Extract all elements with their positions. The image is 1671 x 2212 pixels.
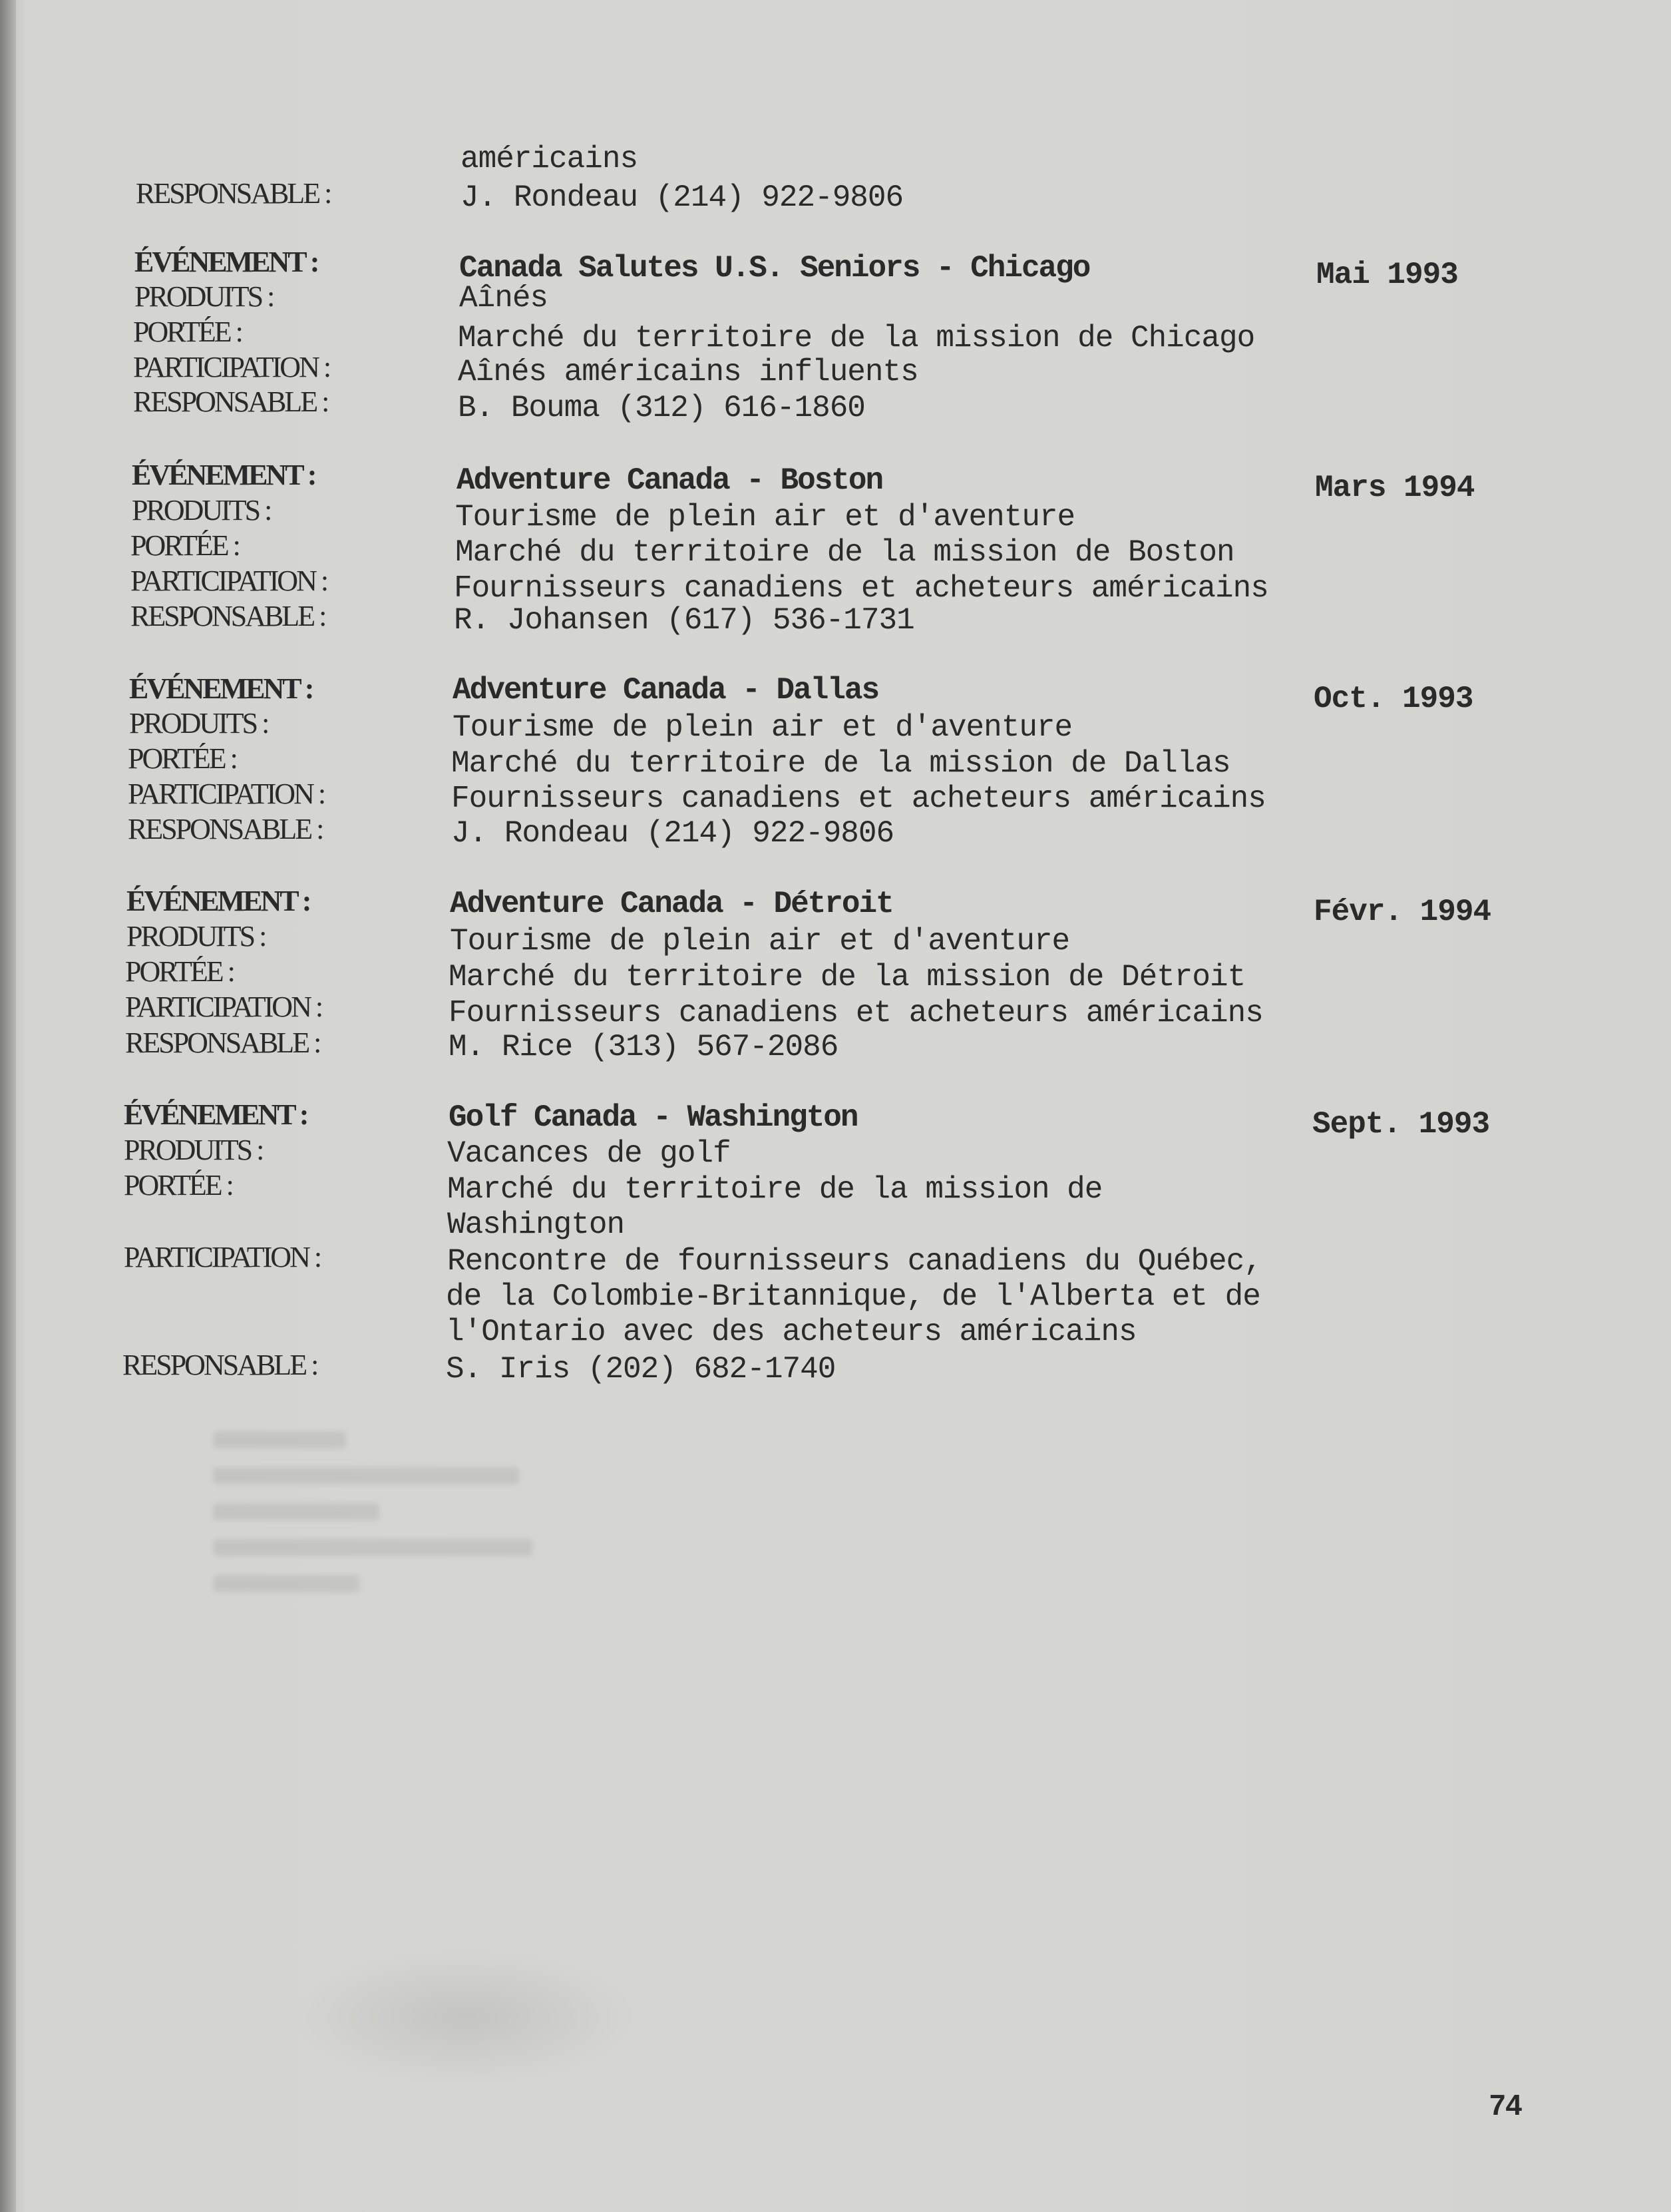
event-portee: Marché du territoire de la mission de Dallas <box>451 746 1230 781</box>
event-responsable: B. Bouma (312) 616-1860 <box>458 391 865 425</box>
event-portee: Marché du territoire de la mission de Détroit <box>449 960 1246 995</box>
label-participation: PARTICIPATION : <box>124 1241 321 1273</box>
event-title: Adventure Canada - Détroit <box>450 887 893 921</box>
page-number: 74 <box>1489 2089 1522 2121</box>
event-responsable: S. Iris (202) 682-1740 <box>446 1352 836 1387</box>
event-participation: Rencontre de fournisseurs canadiens du Québec, <box>447 1244 1262 1279</box>
label-portee: PORTÉE : <box>125 955 234 988</box>
event-produits: Vacances de golf <box>447 1136 731 1171</box>
event-participation: Aînés américains influents <box>458 355 918 389</box>
event-produits: Tourisme de plein air et d'aventure <box>450 924 1070 959</box>
intro-responsable: J. Rondeau (214) 922-9806 <box>461 180 904 215</box>
label-evenement: ÉVÉNEMENT : <box>129 672 313 705</box>
event-title: Golf Canada - Washington <box>449 1100 858 1135</box>
event-title: Adventure Canada - Boston <box>457 463 883 498</box>
label-participation: PARTICIPATION : <box>130 564 327 597</box>
label-responsable: RESPONSABLE : <box>125 1026 320 1059</box>
event-responsable: J. Rondeau (214) 922-9806 <box>451 816 894 851</box>
label-produits: PRODUITS : <box>126 920 266 953</box>
label-responsable: RESPONSABLE : <box>130 600 325 632</box>
label-produits: PRODUITS : <box>129 707 268 740</box>
event-date: Févr. 1994 <box>1314 895 1491 929</box>
label-evenement: ÉVÉNEMENT : <box>124 1098 307 1131</box>
label-responsable: RESPONSABLE : <box>122 1349 317 1381</box>
event-date: Mars 1994 <box>1315 471 1475 505</box>
label-portee: PORTÉE : <box>128 742 236 775</box>
label-participation: PARTICIPATION : <box>133 351 330 383</box>
event-date: Sept. 1993 <box>1312 1107 1490 1142</box>
event-portee: Washington <box>447 1208 625 1242</box>
event-responsable: R. Johansen (617) 536-1731 <box>454 603 914 638</box>
label-evenement: ÉVÉNEMENT : <box>132 459 315 491</box>
event-produits: Tourisme de plein air et d'aventure <box>453 710 1073 745</box>
event-produits: Aînés <box>459 281 548 316</box>
label-portee: PORTÉE : <box>133 316 242 348</box>
event-portee: Marché du territoire de la mission de Boston <box>455 535 1234 570</box>
label-produits: PRODUITS : <box>124 1134 263 1166</box>
event-responsable: M. Rice (313) 567-2086 <box>449 1030 838 1064</box>
label-produits: PRODUITS : <box>132 494 271 527</box>
label-responsable: RESPONSABLE : <box>128 813 323 845</box>
intro-continuation: américains <box>461 142 638 176</box>
event-participation: l'Ontario avec des acheteurs américains <box>446 1315 1137 1349</box>
event-date: Mai 1993 <box>1316 258 1458 292</box>
binding-shadow <box>0 0 16 2212</box>
page-smudge <box>293 1950 639 2084</box>
event-date: Oct. 1993 <box>1314 682 1473 716</box>
label-portee: PORTÉE : <box>130 529 239 562</box>
event-participation: Fournisseurs canadiens et acheteurs américains <box>451 781 1266 816</box>
label-responsable: RESPONSABLE : <box>133 385 328 418</box>
label-participation: PARTICIPATION : <box>128 777 325 810</box>
label-produits: PRODUITS : <box>134 280 274 313</box>
event-produits: Tourisme de plein air et d'aventure <box>455 500 1075 535</box>
bleed-through-text <box>213 1431 559 1604</box>
event-participation: de la Colombie-Britannique, de l'Alberta et de <box>446 1279 1260 1314</box>
event-portee: Marché du territoire de la mission de Chicago <box>458 321 1255 355</box>
event-participation: Fournisseurs canadiens et acheteurs américains <box>449 996 1263 1030</box>
label-responsable: RESPONSABLE : <box>136 177 331 210</box>
event-participation: Fournisseurs canadiens et acheteurs américains <box>454 571 1268 606</box>
label-portee: PORTÉE : <box>124 1169 232 1202</box>
event-title: Canada Salutes U.S. Seniors - Chicago <box>459 251 1090 286</box>
event-title: Adventure Canada - Dallas <box>453 673 879 708</box>
label-evenement: ÉVÉNEMENT : <box>134 246 318 278</box>
label-participation: PARTICIPATION : <box>125 991 322 1023</box>
event-portee: Marché du territoire de la mission de <box>447 1172 1103 1207</box>
label-evenement: ÉVÉNEMENT : <box>126 885 310 917</box>
